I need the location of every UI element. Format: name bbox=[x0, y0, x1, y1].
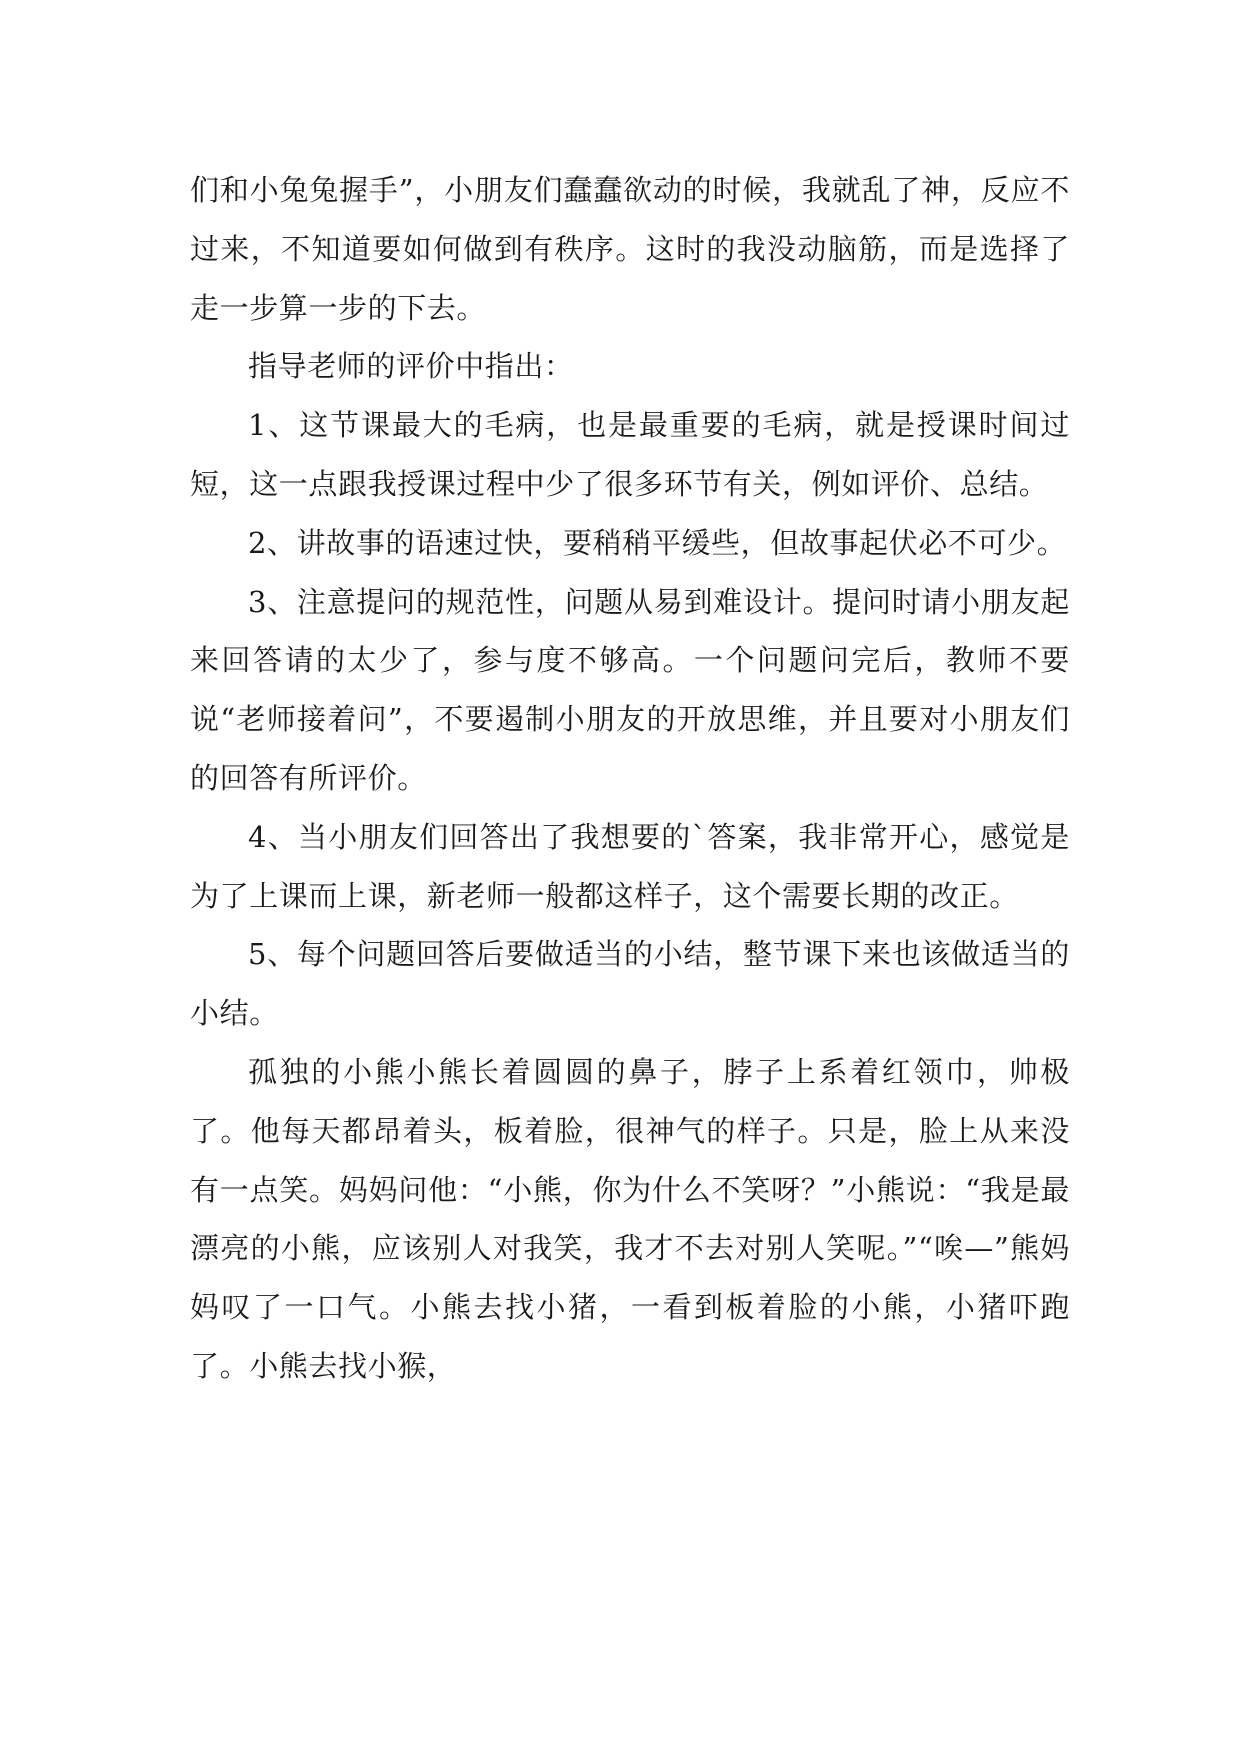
paragraph-evaluation-intro: 指导老师的评价中指出： bbox=[248, 349, 574, 384]
paragraph-point-4: 4、当小朋友们回答出了我想要的`答案，我非常开心，感觉是为了上课而上课，新老师一般都这样子，这个需要长期的改正。 bbox=[190, 819, 1070, 913]
paragraph-point-5: 5、每个问题回答后要做适当的小结，整节课下来也该做适当的小结。 bbox=[190, 937, 1070, 1031]
paragraph-story: 孤独的小熊小熊长着圆圆的鼻子，脖子上系着红领巾，帅极了。他每天都昂着头，板着脸，很神气的样子。只是，脸上从来没有一点笑。妈妈问他：“小熊，你为什么不笑呀？”小熊说：“我是最漂亮的小熊，应该别人对我笑，我才不去对别人笑呢。”“唉—”熊妈妈叹了一口气。小熊去找小猪，一看到板着脸的小熊，小猪吓跑了。小熊去找小猴， bbox=[190, 1054, 1070, 1383]
paragraph-point-1: 1、这节课最大的毛病，也是最重要的毛病，就是授课时间过短，这一点跟我授课过程中少了很多环节有关，例如评价、总结。 bbox=[190, 408, 1070, 501]
document-body bbox=[190, 161, 1070, 1396]
paragraph-continuation: 们和小兔兔握手”，小朋友们蠢蠢欲动的时候，我就乱了神，反应不过来，不知道要如何做到有秩序。这时的我没动脑筋，而是选择了走一步算一步的下去。 bbox=[190, 173, 1070, 325]
paragraph-point-3: 3、注意提问的规范性，问题从易到难设计。提问时请小朋友起来回答请的太少了，参与度不够高。一个问题问完后，教师不要说“老师接着问”，不要遏制小朋友的开放思维，并且要对小朋友们的回答有所评价。 bbox=[190, 584, 1070, 795]
paragraph-point-2: 2、讲故事的语速过快，要稍稍平缓些，但故事起伏必不可少。 bbox=[248, 525, 1067, 560]
